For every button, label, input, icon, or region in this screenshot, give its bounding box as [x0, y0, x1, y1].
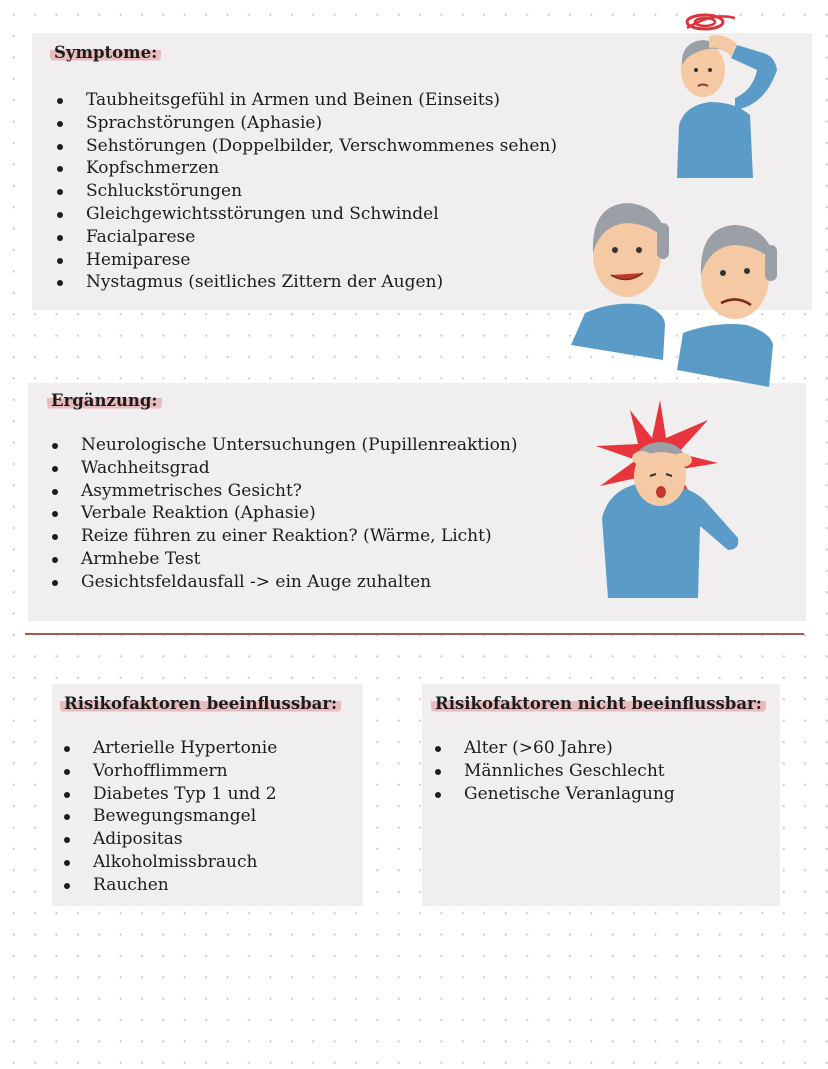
- list-item: Alter (>60 Jahre): [464, 737, 675, 760]
- risiko-nicht-beeinflussbar-heading: Risikofaktoren nicht beeinflussbar:: [431, 694, 766, 713]
- risiko-beeinflussbar-list: [93, 737, 277, 897]
- list-item: Arterielle Hypertonie: [93, 738, 278, 758]
- risiko-beeinflussbar-heading: Risikofaktoren beeinflussbar:: [60, 694, 341, 713]
- list-item: Adipositas: [93, 828, 277, 851]
- headache-man-illustration: [590, 398, 745, 608]
- list-item: Rauchen: [93, 874, 277, 897]
- list-item: Gesichtsfeldausfall -> ein Auge zuhalten: [81, 571, 517, 594]
- risiko-nicht-beeinflussbar-list: [464, 737, 675, 805]
- list-item: Schluckstörungen: [86, 180, 557, 203]
- list-item: Facialparese: [86, 226, 557, 249]
- section-divider: [25, 633, 804, 635]
- list-item: Taubheitsgefühl in Armen und Beinen (Einseits): [86, 89, 557, 112]
- list-item: Asymmetrisches Gesicht?: [81, 480, 517, 503]
- ergaenzung-list: [81, 434, 517, 594]
- list-item: Genetische Veranlagung: [464, 783, 675, 804]
- symptome-heading: Symptome:: [50, 43, 161, 62]
- list-item: Diabetes Typ 1 und 2: [93, 783, 277, 804]
- list-item: Bewegungsmangel: [93, 805, 277, 828]
- list-item: Männliches Geschlecht: [464, 760, 675, 783]
- list-item: Armhebe Test: [81, 548, 517, 571]
- list-item: Reize führen zu einer Reaktion? (Wärme, Licht): [81, 525, 517, 548]
- list-item: Verbale Reaktion (Aphasie): [81, 502, 517, 525]
- list-item: Hemiparese: [86, 249, 557, 272]
- list-item: Kopfschmerzen: [86, 157, 557, 180]
- list-item: Wachheitsgrad: [81, 457, 517, 480]
- ergaenzung-heading: Ergänzung:: [47, 391, 162, 410]
- list-item: Vorhofflimmern: [93, 760, 277, 783]
- list-item: Nystagmus (seitliches Zittern der Augen): [86, 271, 557, 294]
- symptome-list: [86, 89, 557, 294]
- list-item: Alkoholmissbrauch: [93, 851, 277, 874]
- list-item: Neurologische Untersuchungen (Pupillenreaktion): [81, 435, 518, 455]
- list-item: Sehstörungen (Doppelbilder, Verschwommenes sehen): [86, 135, 557, 156]
- list-item: Gleichgewichtsstörungen und Schwindel: [86, 203, 557, 226]
- list-item: Sprachstörungen (Aphasie): [86, 112, 557, 135]
- facial-palsy-illustration: [565, 195, 790, 390]
- dizzy-man-illustration: [665, 10, 790, 180]
